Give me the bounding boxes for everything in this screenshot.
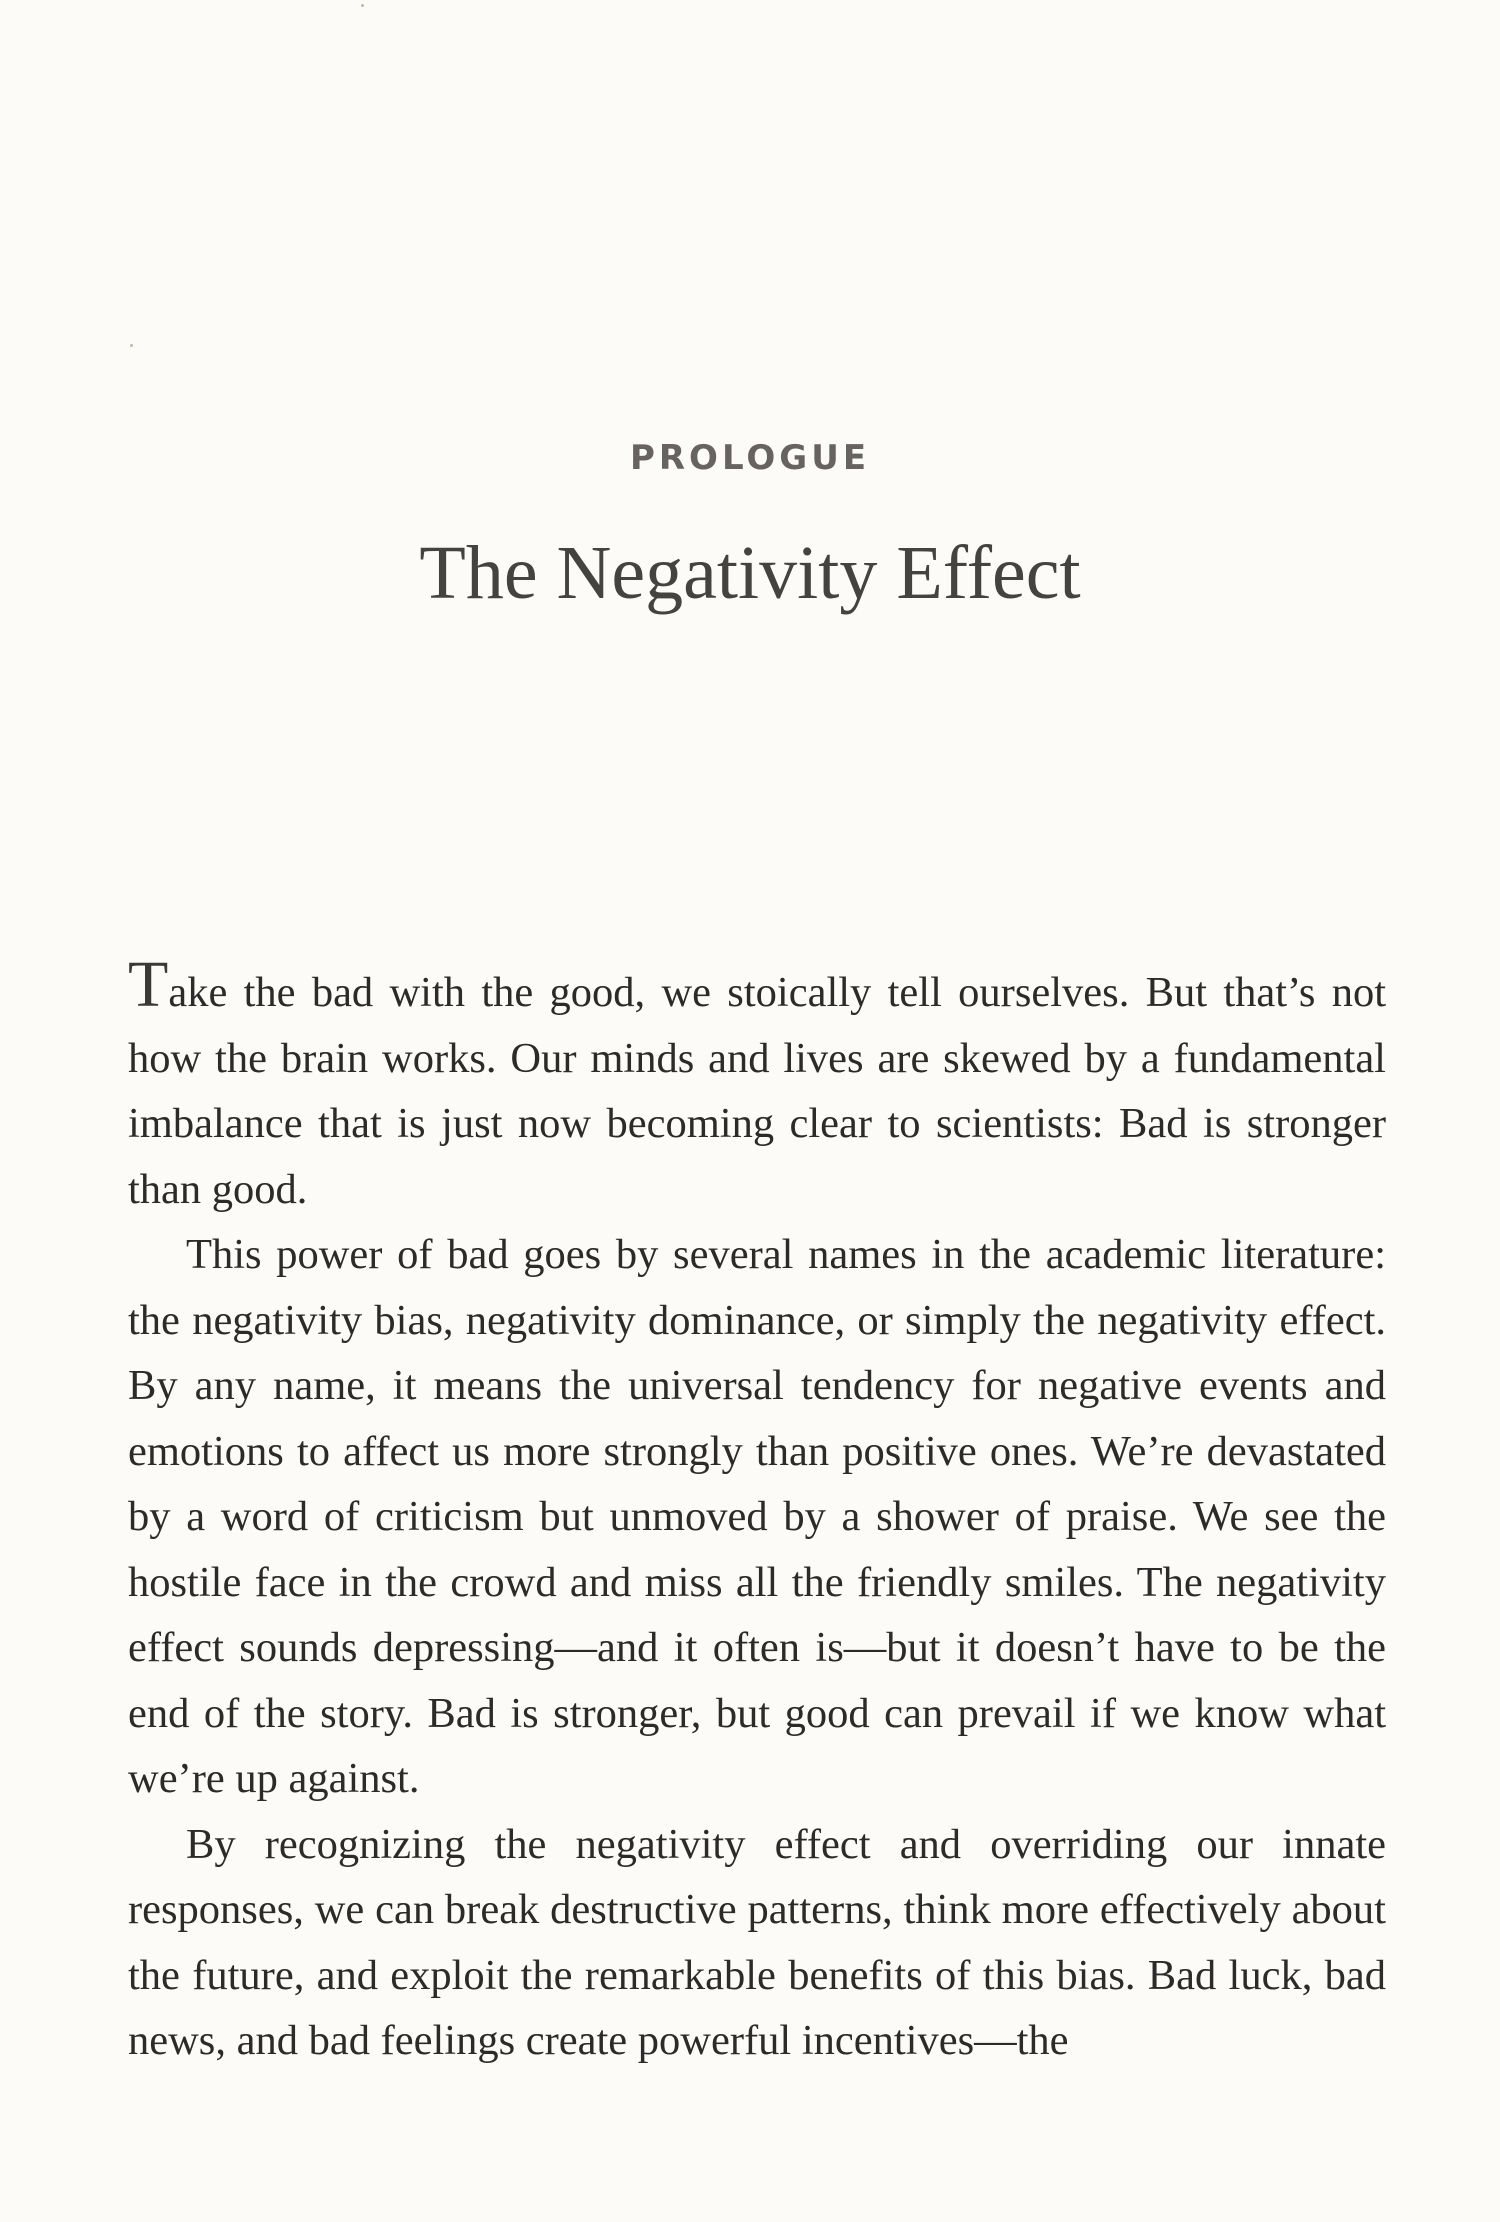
drop-cap: T	[128, 948, 169, 1021]
paragraph-2: This power of bad goes by several names in the academic literature: the negativity bias, negativity dominance, or simply the negativity effect. By any name, it means the universal tendency for negative events and emotions to affect us more strongly than positive ones. We’re devastated by a word of criticism but unmoved by a shower of praise. We see the hostile face in the crowd and miss all the friendly smiles. The negativity effect sounds depressing—and it often is—but it doesn’t have to be the end of the story. Bad is stronger, but good can prevail if we know what we’re up against.	[128, 1231, 1386, 1802]
paper-speck	[361, 4, 364, 7]
paragraph-3: By recognizing the negativity effect and overriding our innate responses, we can break destructive patterns, think more effectively about the future, and exploit the remarkable benefits of this bias. Bad luck, bad news, and bad feelings create powerful incentives—the	[128, 1820, 1386, 2064]
chapter-title: The Negativity Effect	[419, 531, 1081, 615]
paragraph-1-text: ake the bad with the good, we stoically tell ourselves. But that’s not how the brain works. Our minds and lives are skewed by a fundamental imbalance that is just now becoming clear to scientists: Bad is stronger than good.	[128, 969, 1386, 1213]
chapter-kicker: PROLOGUE	[629, 438, 871, 478]
paragraph-1	[128, 948, 1386, 1222]
body-text	[128, 948, 1386, 2074]
paper-speck	[130, 344, 133, 347]
